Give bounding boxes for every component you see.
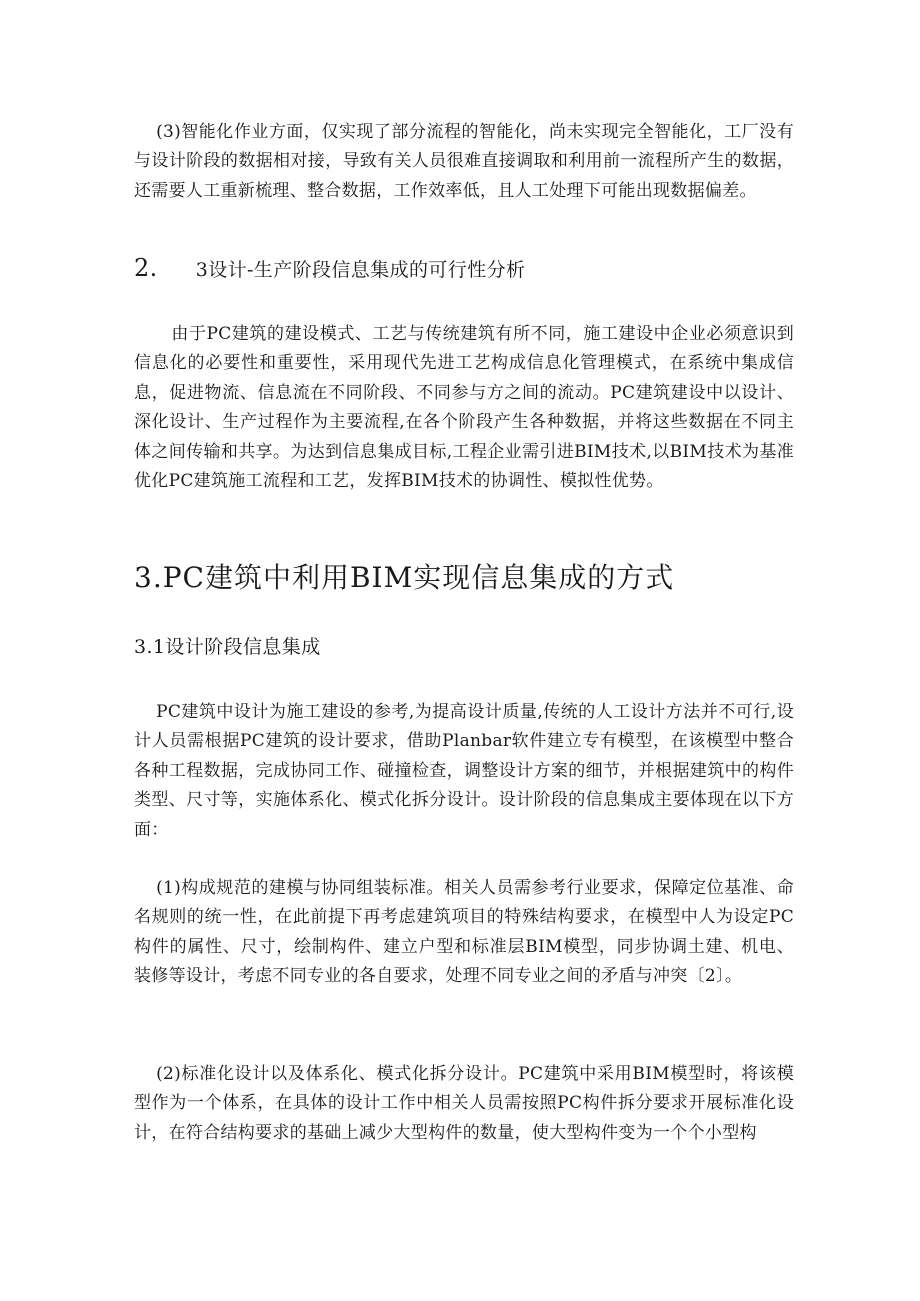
paragraph-feasibility-analysis: 由于PC建筑的建设模式、工艺与传统建筑有所不同，施工建设中企业必须意识到信息化的必要性和重要性，采用现代先进工艺构成信息化管理模式，在系统中集成信息，促进物流、信息流在不同阶段、不同参与方之间的流动。PC建筑建设中以设计、深化设计、生产过程作为主要流程,在各个阶段产生各种数据，并将这些数据在不同主体之间传输和共享。为达到信息集成目标,工程企业需引进BIM技术,以BIM技术为基准优化PC建筑施工流程和工艺，发挥BIM技术的协调性、模拟性优势。 (134, 324, 794, 492)
section-title: 3设计-生产阶段信息集成的可行性分析 (195, 259, 526, 281)
chapter-heading-3: 3.PC建筑中利用BIM实现信息集成的方式 (134, 561, 675, 594)
section-heading-2-3 (134, 254, 525, 282)
paragraph-standardized-design: (2)标准化设计以及体系化、模式化拆分设计。PC建筑中采用BIM模型时，将该模型作为一个体系，在具体的设计工作中相关人员需按照PC构件拆分要求开展标准化设计，在符合结构要求的基础上减少大型构件的数量，使大型构件变为一个个小型构 (134, 1064, 794, 1143)
paragraph-intelligent-operation: (3)智能化作业方面，仅实现了部分流程的智能化，尚未实现完全智能化，工厂没有与设计阶段的数据相对接，导致有关人员很难直接调取和利用前一流程所产生的数据，还需要人工重新梳理、整合数据，工作效率低，且人工处理下可能出现数据偏差。 (134, 122, 794, 201)
paragraph-modeling-standard: (1)构成规范的建模与协同组装标准。相关人员需参考行业要求，保障定位基准、命名规则的统一性，在此前提下再考虑建筑项目的特殊结构要求，在模型中人为设定PC构件的属性、尺寸，绘制构件、建立户型和标准层BIM模型，同步协调土建、机电、装修等设计，考虑不同专业的各自要求，处理不同专业之间的矛盾与冲突〔2〕。 (134, 878, 794, 987)
section-number: 2. (134, 254, 158, 282)
paragraph-design-stage: PC建筑中设计为施工建设的参考,为提高设计质量,传统的人工设计方法并不可行,设计人员需根据PC建筑的设计要求，借助Planbar软件建立专有模型，在该模型中整合各种工程数据，完成协同工作、碰撞检查，调整设计方案的细节，并根据建筑中的构件类型、尺寸等，实施体系化、模式化拆分设计。设计阶段的信息集成主要体现在以下方面： (134, 702, 794, 840)
section-heading-3-1: 3.1设计阶段信息集成 (134, 636, 321, 658)
